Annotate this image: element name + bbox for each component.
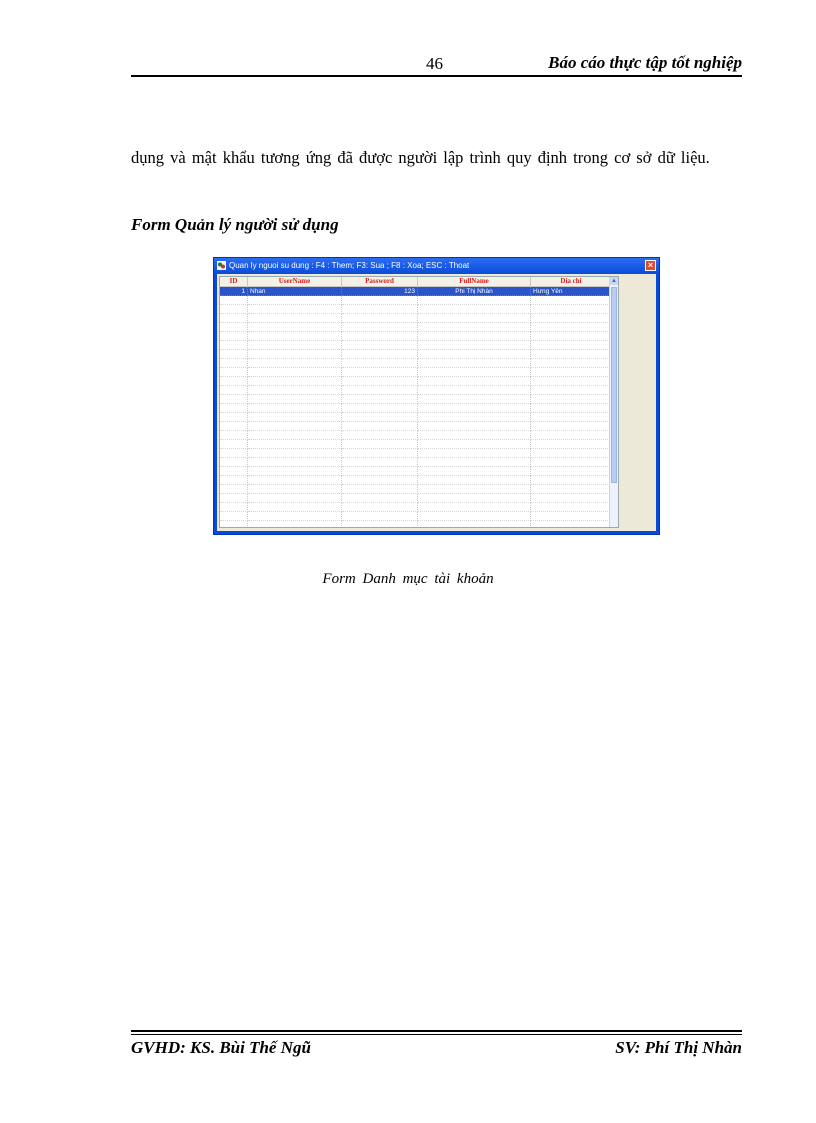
cell-fullname[interactable]: Phi Thị Nhàn <box>418 287 531 296</box>
empty-cell[interactable] <box>220 458 248 467</box>
empty-cell[interactable] <box>248 404 342 413</box>
scroll-up-icon[interactable]: ▲ <box>611 278 617 284</box>
empty-cell[interactable] <box>248 377 342 386</box>
supervisor-name: GVHD: KS. Bùi Thế Ngũ <box>131 1038 311 1057</box>
empty-cell[interactable] <box>418 503 531 512</box>
close-icon[interactable]: × <box>645 260 656 271</box>
empty-cell[interactable] <box>531 305 612 314</box>
empty-cell[interactable] <box>531 341 612 350</box>
empty-cell[interactable] <box>342 395 418 404</box>
footer-divider <box>131 1030 742 1032</box>
empty-table-row[interactable] <box>220 476 612 485</box>
empty-cell[interactable] <box>342 422 418 431</box>
empty-table-row[interactable] <box>220 296 612 305</box>
empty-cell[interactable] <box>531 404 612 413</box>
empty-cell[interactable] <box>220 440 248 449</box>
section-heading: Form Quản lý người sử dụng <box>131 215 339 234</box>
empty-cell[interactable] <box>220 341 248 350</box>
empty-cell[interactable] <box>248 512 342 521</box>
empty-cell[interactable] <box>220 368 248 377</box>
empty-table-row[interactable] <box>220 377 612 386</box>
empty-cell[interactable] <box>418 305 531 314</box>
empty-table-row[interactable] <box>220 449 612 458</box>
cell-username[interactable]: Nhan <box>248 287 342 296</box>
empty-table-row[interactable] <box>220 314 612 323</box>
empty-table-row[interactable] <box>220 413 612 422</box>
empty-cell[interactable] <box>418 350 531 359</box>
empty-cell[interactable] <box>248 395 342 404</box>
empty-cell[interactable] <box>248 449 342 458</box>
empty-cell[interactable] <box>531 431 612 440</box>
empty-cell[interactable] <box>342 494 418 503</box>
empty-cell[interactable] <box>418 296 531 305</box>
empty-cell[interactable] <box>531 323 612 332</box>
empty-cell[interactable] <box>342 458 418 467</box>
empty-cell[interactable] <box>418 413 531 422</box>
empty-cell[interactable] <box>342 368 418 377</box>
empty-cell[interactable] <box>418 341 531 350</box>
empty-table-row[interactable] <box>220 404 612 413</box>
empty-cell[interactable] <box>531 314 612 323</box>
empty-cell[interactable] <box>418 521 531 528</box>
empty-cell[interactable] <box>418 467 531 476</box>
column-header-username[interactable]: UserName <box>248 277 342 286</box>
empty-table-row[interactable] <box>220 440 612 449</box>
empty-cell[interactable] <box>248 521 342 528</box>
cell-id[interactable]: 1 <box>220 287 248 296</box>
empty-cell[interactable] <box>248 422 342 431</box>
column-header-id[interactable]: ID <box>220 277 248 286</box>
empty-cell[interactable] <box>531 395 612 404</box>
empty-cell[interactable] <box>342 485 418 494</box>
empty-cell[interactable] <box>220 350 248 359</box>
empty-cell[interactable] <box>418 368 531 377</box>
empty-cell[interactable] <box>220 494 248 503</box>
empty-cell[interactable] <box>220 386 248 395</box>
scrollbar-thumb[interactable] <box>611 287 617 483</box>
empty-cell[interactable] <box>248 494 342 503</box>
empty-cell[interactable] <box>220 314 248 323</box>
empty-cell[interactable] <box>342 467 418 476</box>
empty-cell[interactable] <box>342 476 418 485</box>
empty-cell[interactable] <box>220 485 248 494</box>
empty-table-row[interactable] <box>220 494 612 503</box>
empty-cell[interactable] <box>531 422 612 431</box>
empty-cell[interactable] <box>220 467 248 476</box>
window-client-area <box>217 274 656 531</box>
empty-cell[interactable] <box>220 521 248 528</box>
empty-table-row[interactable] <box>220 422 612 431</box>
empty-cell[interactable] <box>342 503 418 512</box>
empty-cell[interactable] <box>248 296 342 305</box>
empty-cell[interactable] <box>342 386 418 395</box>
user-management-window <box>213 257 660 535</box>
empty-cell[interactable] <box>342 449 418 458</box>
footer-divider-thin <box>131 1034 742 1035</box>
report-title: Báo cáo thực tập tốt nghiệp <box>548 53 742 72</box>
body-paragraph: dụng và mật khẩu tương ứng đã được người lập trình quy định trong cơ sở dữ liệu. <box>131 148 710 167</box>
empty-cell[interactable] <box>248 413 342 422</box>
empty-table-row[interactable] <box>220 350 612 359</box>
column-header-address[interactable]: Dia chi <box>531 277 612 286</box>
empty-table-row[interactable] <box>220 521 612 528</box>
empty-cell[interactable] <box>531 476 612 485</box>
empty-cell[interactable] <box>248 368 342 377</box>
empty-cell[interactable] <box>248 467 342 476</box>
empty-cell[interactable] <box>248 314 342 323</box>
empty-cell[interactable] <box>531 467 612 476</box>
empty-cell[interactable] <box>531 359 612 368</box>
empty-cell[interactable] <box>531 413 612 422</box>
empty-cell[interactable] <box>248 440 342 449</box>
empty-table-row[interactable] <box>220 431 612 440</box>
empty-cell[interactable] <box>342 404 418 413</box>
empty-cell[interactable] <box>418 404 531 413</box>
empty-cell[interactable] <box>248 350 342 359</box>
empty-cell[interactable] <box>220 449 248 458</box>
empty-cell[interactable] <box>342 296 418 305</box>
empty-table-row[interactable] <box>220 467 612 476</box>
empty-cell[interactable] <box>220 296 248 305</box>
empty-cell[interactable] <box>342 350 418 359</box>
empty-cell[interactable] <box>220 422 248 431</box>
empty-cell[interactable] <box>248 431 342 440</box>
empty-cell[interactable] <box>531 368 612 377</box>
cell-address[interactable]: Hưng Yên <box>531 287 612 296</box>
empty-table-row[interactable] <box>220 341 612 350</box>
empty-table-row[interactable] <box>220 458 612 467</box>
window-titlebar[interactable] <box>214 258 659 274</box>
empty-table-row[interactable] <box>220 503 612 512</box>
empty-cell[interactable] <box>248 323 342 332</box>
empty-cell[interactable] <box>342 512 418 521</box>
empty-cell[interactable] <box>342 377 418 386</box>
empty-cell[interactable] <box>418 431 531 440</box>
empty-cell[interactable] <box>531 485 612 494</box>
empty-cell[interactable] <box>531 386 612 395</box>
empty-cell[interactable] <box>220 512 248 521</box>
empty-cell[interactable] <box>248 305 342 314</box>
empty-cell[interactable] <box>248 359 342 368</box>
empty-cell[interactable] <box>418 332 531 341</box>
app-icon <box>217 261 226 270</box>
empty-cell[interactable] <box>418 494 531 503</box>
empty-table-row[interactable] <box>220 359 612 368</box>
empty-table-row[interactable] <box>220 395 612 404</box>
users-grid <box>219 276 619 528</box>
empty-cell[interactable] <box>248 476 342 485</box>
empty-cell[interactable] <box>248 485 342 494</box>
empty-cell[interactable] <box>220 431 248 440</box>
empty-cell[interactable] <box>418 377 531 386</box>
empty-table-row[interactable] <box>220 386 612 395</box>
empty-table-row[interactable] <box>220 485 612 494</box>
empty-cell[interactable] <box>220 323 248 332</box>
empty-cell[interactable] <box>418 485 531 494</box>
empty-cell[interactable] <box>342 440 418 449</box>
empty-table-row[interactable] <box>220 323 612 332</box>
table-row[interactable] <box>220 287 612 296</box>
empty-cell[interactable] <box>220 305 248 314</box>
figure-caption: Form Danh mục tài khoản <box>322 571 494 587</box>
empty-cell[interactable] <box>418 512 531 521</box>
empty-cell[interactable] <box>248 386 342 395</box>
empty-cell[interactable] <box>418 458 531 467</box>
empty-cell[interactable] <box>418 314 531 323</box>
empty-cell[interactable] <box>342 521 418 528</box>
empty-table-row[interactable] <box>220 305 612 314</box>
empty-cell[interactable] <box>342 359 418 368</box>
page-number: 46 <box>426 54 443 73</box>
empty-cell[interactable] <box>248 458 342 467</box>
empty-cell[interactable] <box>531 332 612 341</box>
empty-cell[interactable] <box>531 494 612 503</box>
student-name: SV: Phí Thị Nhàn <box>615 1038 742 1057</box>
vertical-scrollbar[interactable] <box>609 277 618 527</box>
empty-cell[interactable] <box>418 449 531 458</box>
header-divider <box>131 75 742 77</box>
empty-cell[interactable] <box>531 377 612 386</box>
empty-table-row[interactable] <box>220 512 612 521</box>
empty-cell[interactable] <box>531 449 612 458</box>
empty-cell[interactable] <box>418 395 531 404</box>
empty-cell[interactable] <box>531 350 612 359</box>
empty-cell[interactable] <box>220 503 248 512</box>
empty-cell[interactable] <box>418 323 531 332</box>
empty-cell[interactable] <box>531 296 612 305</box>
empty-cell[interactable] <box>342 323 418 332</box>
empty-cell[interactable] <box>342 332 418 341</box>
empty-cell[interactable] <box>342 413 418 422</box>
empty-cell[interactable] <box>220 359 248 368</box>
empty-cell[interactable] <box>418 359 531 368</box>
empty-cell[interactable] <box>220 413 248 422</box>
empty-cell[interactable] <box>531 458 612 467</box>
empty-cell[interactable] <box>418 440 531 449</box>
empty-cell[interactable] <box>418 422 531 431</box>
empty-cell[interactable] <box>220 404 248 413</box>
column-header-password[interactable]: Password <box>342 277 418 286</box>
empty-cell[interactable] <box>220 377 248 386</box>
column-header-fullname[interactable]: FullName <box>418 277 531 286</box>
empty-cell[interactable] <box>418 386 531 395</box>
empty-cell[interactable] <box>531 512 612 521</box>
empty-cell[interactable] <box>342 305 418 314</box>
empty-cell[interactable] <box>342 314 418 323</box>
empty-cell[interactable] <box>342 341 418 350</box>
empty-cell[interactable] <box>248 332 342 341</box>
empty-cell[interactable] <box>531 503 612 512</box>
empty-cell[interactable] <box>531 440 612 449</box>
empty-cell[interactable] <box>248 341 342 350</box>
empty-cell[interactable] <box>342 431 418 440</box>
empty-cell[interactable] <box>248 503 342 512</box>
empty-cell[interactable] <box>531 521 612 528</box>
cell-password[interactable]: 123 <box>342 287 418 296</box>
empty-cell[interactable] <box>220 395 248 404</box>
empty-table-row[interactable] <box>220 368 612 377</box>
window-title: Quan ly nguoi su dung : F4 : Them; F3: Sua ; F8 : Xoa; ESC : Thoat <box>229 261 470 270</box>
grid-header <box>220 277 612 287</box>
empty-cell[interactable] <box>220 476 248 485</box>
empty-cell[interactable] <box>220 332 248 341</box>
empty-table-row[interactable] <box>220 332 612 341</box>
empty-cell[interactable] <box>418 476 531 485</box>
